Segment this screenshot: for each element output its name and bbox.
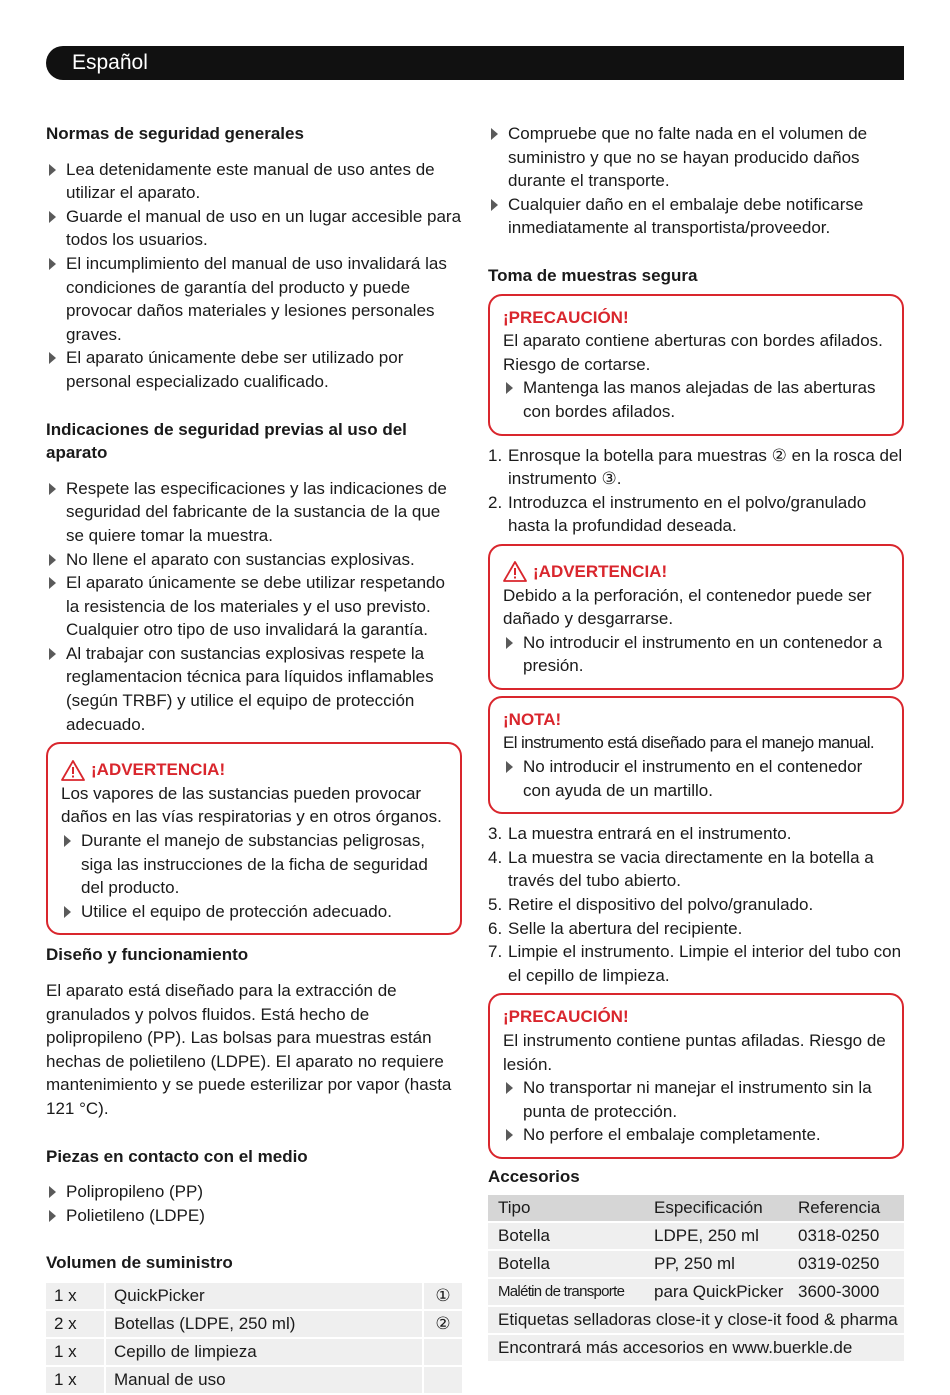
- table-row: [488, 1307, 904, 1333]
- caution-box-sharp-tips: [488, 993, 904, 1159]
- general-safety-list: [46, 158, 462, 394]
- accessory-spec: para QuickPicker: [654, 1281, 784, 1301]
- list-item: Al trabajar con sustancias explosivas respete la reglamentacion técnica para líquidos inflamables (según TRBF) y utilice el equipo de protección adecuado.: [46, 642, 462, 736]
- list-item: El incumplimiento del manual de uso invalidará las condiciones de garantía del producto y puede provocar daños materiales y lesiones personales graves.: [46, 252, 462, 346]
- list-item: Respete las especificaciones y las indicaciones de seguridad del fabricante de la sustancia de la que se quiere tomar la muestra.: [46, 477, 462, 548]
- list-item: [488, 940, 904, 987]
- list-item: Mantenga las manos alejadas de las aberturas con bordes afilados.: [503, 376, 890, 423]
- accessory-spec: LDPE, 250 ml: [654, 1225, 759, 1245]
- list-item: No perfore el embalaje completamente.: [503, 1123, 890, 1147]
- list-item: [488, 491, 904, 538]
- accessory-ref: 3600-3000: [798, 1281, 880, 1301]
- supply-ref: ②: [424, 1311, 462, 1337]
- step-number: 4.: [488, 847, 503, 867]
- accessory-note: Etiquetas selladoras close-it y close-it food & pharma: [498, 1309, 898, 1329]
- delivery-check-list: [488, 122, 904, 240]
- parts-list: [46, 1180, 462, 1227]
- table-row: [46, 1283, 462, 1309]
- caution-signal: [503, 1005, 890, 1029]
- table-header-row: [488, 1195, 904, 1221]
- step-text: Selle la abertura del recipiente.: [508, 918, 743, 938]
- accessories-title: Accesorios: [488, 1166, 580, 1186]
- note-actions: [503, 755, 890, 802]
- design-title: Diseño y funcionamiento: [46, 945, 249, 965]
- supply-qty: 2 x: [46, 1311, 106, 1337]
- warning-signal-word: ¡ADVERTENCIA!: [533, 561, 668, 581]
- table-row: [488, 1251, 904, 1277]
- warning-signal: [61, 758, 448, 782]
- language-label: Español: [72, 51, 148, 74]
- caution-text: El instrumento contiene puntas afiladas. Riesgo de lesión.: [503, 1031, 886, 1074]
- accessory-type: Malétin de transporte: [498, 1282, 625, 1300]
- steps-list-b: [488, 822, 904, 987]
- warning-text: Los vapores de las sustancias pueden provocar daños en las vías respiratorias y en otros órganos.: [61, 783, 442, 827]
- list-item: Polietileno (LDPE): [46, 1204, 462, 1228]
- step-text: La muestra entrará en el instrumento.: [508, 824, 792, 844]
- supply-qty: 1 x: [46, 1339, 106, 1365]
- step-text: Introduzca el instrumento en el polvo/granulado hasta la profundidad deseada.: [508, 492, 867, 536]
- accessory-ref: 0319-0250: [798, 1253, 880, 1273]
- accessories-table: [488, 1195, 904, 1361]
- supply-ref: [424, 1367, 462, 1393]
- pre-use-safety-list: [46, 477, 462, 737]
- supply-qty: 1 x: [46, 1367, 106, 1393]
- parts-title: Piezas en contacto con el medio: [46, 1146, 308, 1166]
- left-column: [46, 122, 462, 1395]
- list-item: No introducir el instrumento en el contenedor con ayuda de un martillo.: [503, 755, 890, 802]
- table-row: [46, 1367, 462, 1393]
- accessory-ref: 0318-0250: [798, 1225, 880, 1245]
- general-safety-title: Normas de seguridad generales: [46, 124, 304, 143]
- supply-title: Volumen de suministro: [46, 1253, 233, 1273]
- warning-signal-word: ¡ADVERTENCIA!: [91, 760, 226, 780]
- warning-actions: [61, 829, 448, 923]
- warning-triangle-icon: [61, 760, 85, 781]
- caution-signal-word: ¡PRECAUCIÓN!: [503, 307, 629, 327]
- step-text: Retire el dispositivo del polvo/granulado.: [508, 895, 814, 915]
- caution-actions: [503, 1076, 890, 1147]
- accessory-type: Botella: [498, 1225, 550, 1245]
- list-item: [488, 444, 904, 491]
- warning-text: Debido a la perforación, el contenedor puede ser dañado y desgarrarse.: [503, 585, 872, 629]
- list-item: El aparato únicamente debe ser utilizado por personal especializado cualificado.: [46, 346, 462, 393]
- list-item: No introducir el instrumento en un contenedor a presión.: [503, 631, 890, 678]
- step-text: Limpie el instrumento. Limpie el interior del tubo con el cepillo de limpieza.: [508, 942, 902, 985]
- header-spec: Especificación: [654, 1197, 763, 1217]
- note-text: El instrumento está diseñado para el manejo manual.: [503, 733, 875, 753]
- warning-actions: [503, 631, 890, 678]
- step-text: Enrosque la botella para muestras ② en la rosca del instrumento ③.: [508, 445, 903, 489]
- supply-item: QuickPicker: [106, 1283, 424, 1309]
- table-row: [488, 1279, 904, 1305]
- warning-signal: [503, 560, 890, 584]
- language-header-bar: [46, 46, 904, 80]
- list-item: [488, 846, 904, 893]
- list-item: No llene el aparato con sustancias explosivas.: [46, 548, 462, 572]
- note-signal-word: ¡NOTA!: [503, 709, 562, 729]
- warning-box-vapors: [46, 742, 462, 935]
- design-text: El aparato está diseñado para la extracción de granulados y polvos fluidos. Está hecho de polipropileno (PP). Las bolsas para muestras están hechas de polietileno (LDPE). El aparato no requiere mantenimiento y se puede esterilizar por vapor (hasta 121 °C).: [46, 981, 452, 1118]
- supply-ref: ①: [424, 1283, 462, 1309]
- right-column: [488, 122, 904, 1363]
- caution-signal: [503, 306, 890, 330]
- caution-box-sharp-edges: [488, 294, 904, 436]
- note-box-manual: [488, 696, 904, 814]
- list-item: No transportar ni manejar el instrumento sin la punta de protección.: [503, 1076, 890, 1123]
- header-type: Tipo: [498, 1197, 531, 1217]
- step-number: 7.: [488, 942, 503, 962]
- safe-sampling-title: Toma de muestras segura: [488, 265, 698, 285]
- supply-ref: [424, 1339, 462, 1365]
- step-number: 5.: [488, 895, 503, 915]
- table-row: [46, 1339, 462, 1365]
- table-row: [46, 1311, 462, 1337]
- step-number: 2.: [488, 492, 503, 512]
- list-item: Durante el manejo de substancias peligrosas, siga las instrucciones de la ficha de seguridad del producto.: [61, 829, 448, 900]
- warning-triangle-icon: [503, 561, 527, 582]
- table-row: [488, 1335, 904, 1361]
- header-ref: Referencia: [798, 1197, 881, 1217]
- list-item: Compruebe que no falte nada en el volumen de suministro y que no se hayan producido daños durante el transporte.: [488, 122, 904, 193]
- accessory-type: Botella: [498, 1253, 550, 1273]
- accessory-spec: PP, 250 ml: [654, 1253, 735, 1273]
- note-signal: [503, 708, 890, 732]
- step-number: 6.: [488, 918, 503, 938]
- list-item: [488, 917, 904, 941]
- supply-item: Botellas (LDPE, 250 ml): [106, 1311, 424, 1337]
- list-item: [488, 893, 904, 917]
- caution-text: El aparato contiene aberturas con bordes afilados. Riesgo de cortarse.: [503, 331, 883, 374]
- warning-box-perforation: [488, 544, 904, 690]
- supply-qty: 1 x: [46, 1283, 106, 1309]
- step-number: 1.: [488, 445, 503, 465]
- steps-list-a: [488, 444, 904, 538]
- step-number: 3.: [488, 824, 503, 844]
- list-item: Utilice el equipo de protección adecuado.: [61, 900, 448, 924]
- caution-actions: [503, 376, 890, 423]
- pre-use-safety-title: Indicaciones de seguridad previas al uso del aparato: [46, 419, 407, 463]
- supply-item: Manual de uso: [106, 1367, 424, 1393]
- supply-table: [46, 1281, 462, 1395]
- supply-item: Cepillo de limpieza: [106, 1339, 424, 1365]
- step-text: La muestra se vacia directamente en la botella a través del tubo abierto.: [508, 847, 874, 891]
- list-item: Cualquier daño en el embalaje debe notificarse inmediatamente al transportista/proveedor.: [488, 193, 904, 240]
- list-item: Guarde el manual de uso en un lugar accesible para todos los usuarios.: [46, 205, 462, 252]
- accessory-more-link-text: Encontrará más accesorios en www.buerkle.de: [498, 1337, 853, 1357]
- table-row: [488, 1223, 904, 1249]
- list-item: Lea detenidamente este manual de uso antes de utilizar el aparato.: [46, 158, 462, 205]
- list-item: Polipropileno (PP): [46, 1180, 462, 1204]
- list-item: El aparato únicamente se debe utilizar respetando la resistencia de los materiales y el uso previsto. Cualquier otro tipo de uso invalidará la garantía.: [46, 571, 462, 642]
- caution-signal-word: ¡PRECAUCIÓN!: [503, 1007, 629, 1027]
- list-item: [488, 822, 904, 846]
